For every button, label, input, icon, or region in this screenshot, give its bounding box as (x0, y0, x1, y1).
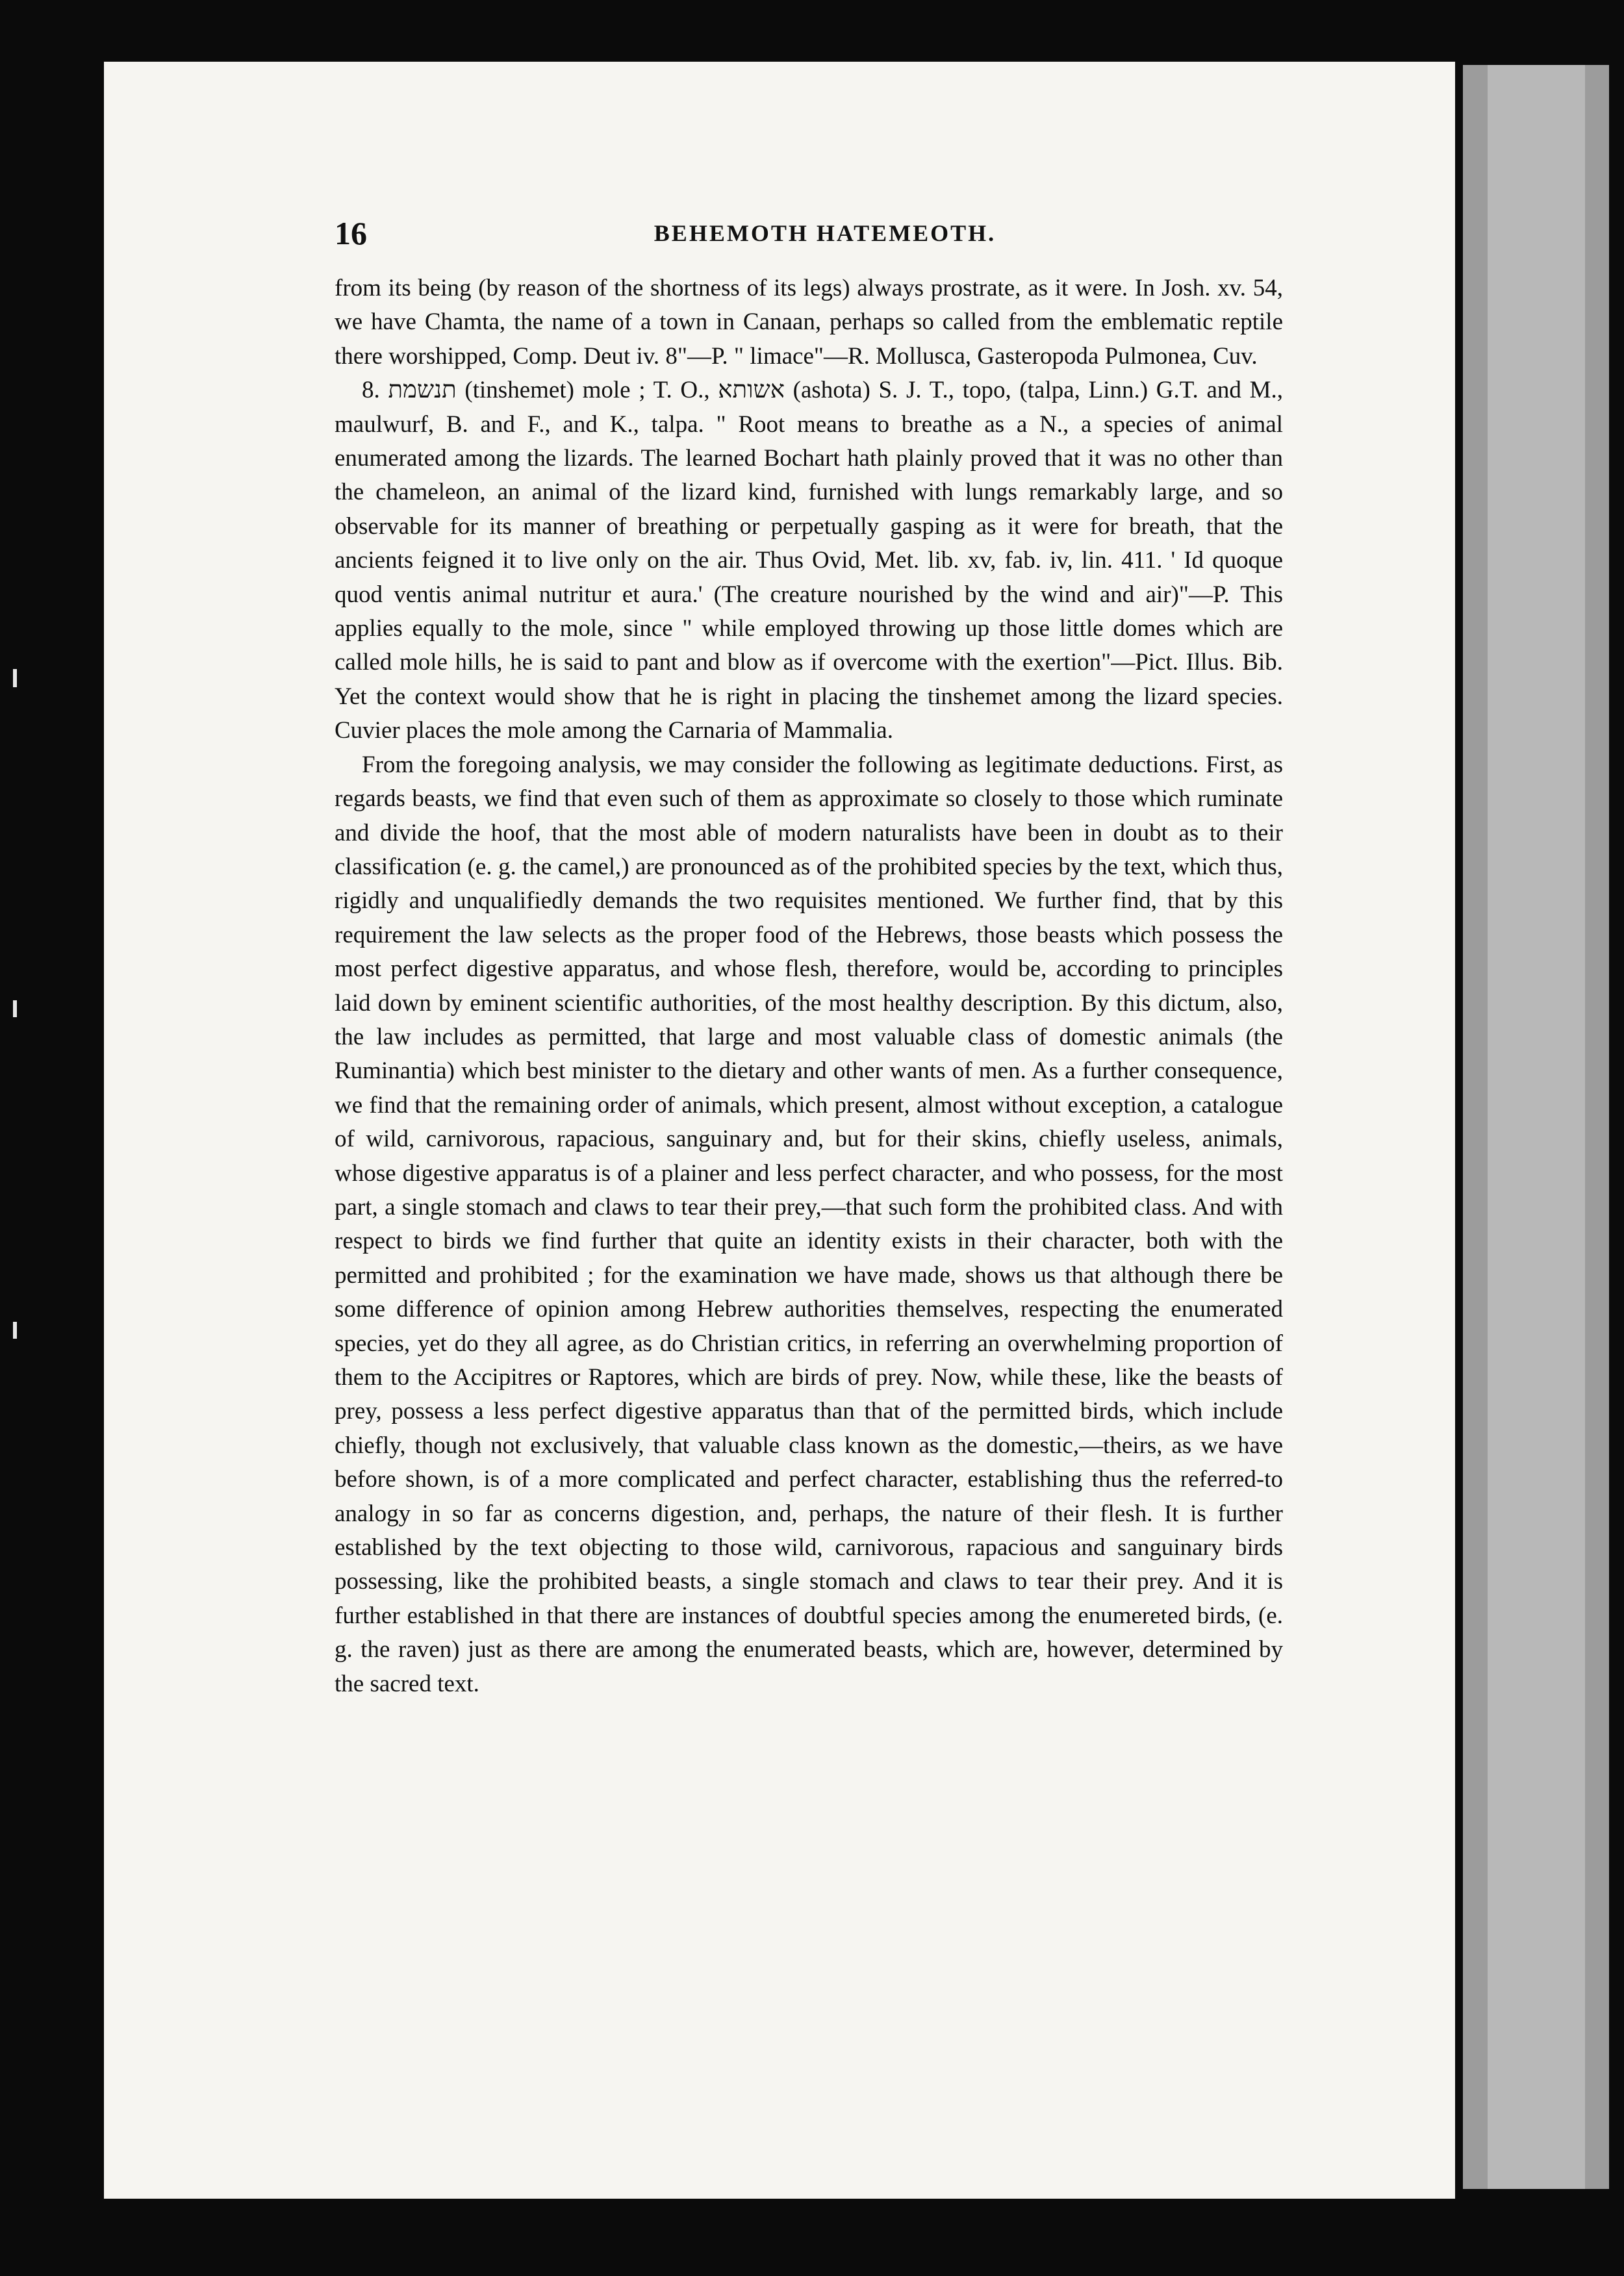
paragraph: 8. תנשמת (tinshemet) mole ; T. O., אשותא (ashota) S. J. T., topo, (talpa, Linn.) G.T. and M., maulwurf, B. and F., and K., talpa. " Root means to breathe as a N., a species of animal enumerated among the lizards. The learned Bochart hath plainly proved that it was no other than the chameleon, an animal of the lizard kind, furnished with lungs remarkably large, and so observable for its manner of breathing or perpetually gasping as it were for breath, that the ancients feigned it to live only on the air. Thus Ovid, Met. lib. xv, fab. iv, lin. 411. ' Id quoque quod ventis animal nutritur et aura.' (The creature nourished by the wind and air)"—P. This applies equally to the mole, since " while employed throwing up those little domes which are called mole hills, he is said to pant and blow as if overcome with the exertion"—Pict. Illus. Bib. Yet the context would show that he is right in placing the tinshemet among the lizard species. Cuvier places the mole among the Carnaria of Mammalia. (335, 377, 1283, 744)
paragraph: from its being (by reason of the shortness of its legs) always prostrate, as it were. In Josh. xv. 54, we have Chamta, the name of a town in Canaan, perhaps so called from the emblematic reptile there worshipped, Comp. Deut iv. 8"—P. " limace"—R. Mollusca, Gasteropoda Pulmonea, Cuv. (335, 275, 1283, 370)
scan-mark (13, 1000, 17, 1017)
scan-mark (13, 1322, 17, 1339)
facing-page-shadow (1488, 65, 1585, 2189)
body-text (335, 272, 1283, 1701)
page-number: 16 (335, 215, 367, 251)
page-header (335, 214, 1315, 260)
scan-mark (13, 669, 17, 687)
running-head: BEHEMOTH HATEMEOTH. (653, 220, 996, 246)
paragraph: From the foregoing analysis, we may consider the following as legitimate deductions. First, as regards beasts, we find that even such of them as approximate so closely to those which ruminate and divide the hoof, that the most able of modern naturalists have been in doubt as to their classification (e. g. the camel,) are pronounced as of the prohibited species by the text, which thus, rigidly and unqualifiedly demands the two requisites mentioned. We further find, that by this requirement the law selects as the proper food of the Hebrews, those beasts which possess the most perfect digestive apparatus, and whose flesh, therefore, would be, according to principles laid down by eminent scientific authorities, of the most healthy description. By this dictum, also, the law includes as permitted, that large and most valuable class of domestic animals (the Ruminantia) which best minister to the dietary and other wants of men. As a further consequence, we find that the remaining order of animals, which present, almost without exception, a catalogue of wild, carnivorous, rapacious, sanguinary and, but for their skins, chiefly useless, animals, whose digestive apparatus is of a plainer and less perfect character, and who possess, for the most part, a single stomach and claws to tear their prey,—that such form the prohibited class. And with respect to birds we find further that quite an identity exists in their character, both with the permitted and prohibited ; for the examination we have made, shows us that although there be some difference of opinion among Hebrew authorities themselves, respecting the enumerated species, yet do they all agree, as do Christian critics, in referring an overwhelming proportion of them to the Accipitres or Raptores, which are birds of prey. Now, while these, like the beasts of prey, possess a less perfect digestive apparatus than that of the permitted birds, which include chiefly, though not exclusively, that valuable class known as the domestic,—theirs, as we have before shown, is of a more complicated and perfect character, establishing thus the referred-to analogy in so far as concerns digestion, and, perhaps, the nature of their flesh. It is further established by the text objecting to those wild, carnivorous, rapacious and sanguinary birds possessing, like the prohibited beasts, a single stomach and claws to tear their prey. And it is further established in that there are instances of doubtful species among the enumereted birds, (e. g. the raven) just as there are among the enumerated beasts, which are, however, determined by the sacred text. (335, 751, 1283, 1697)
